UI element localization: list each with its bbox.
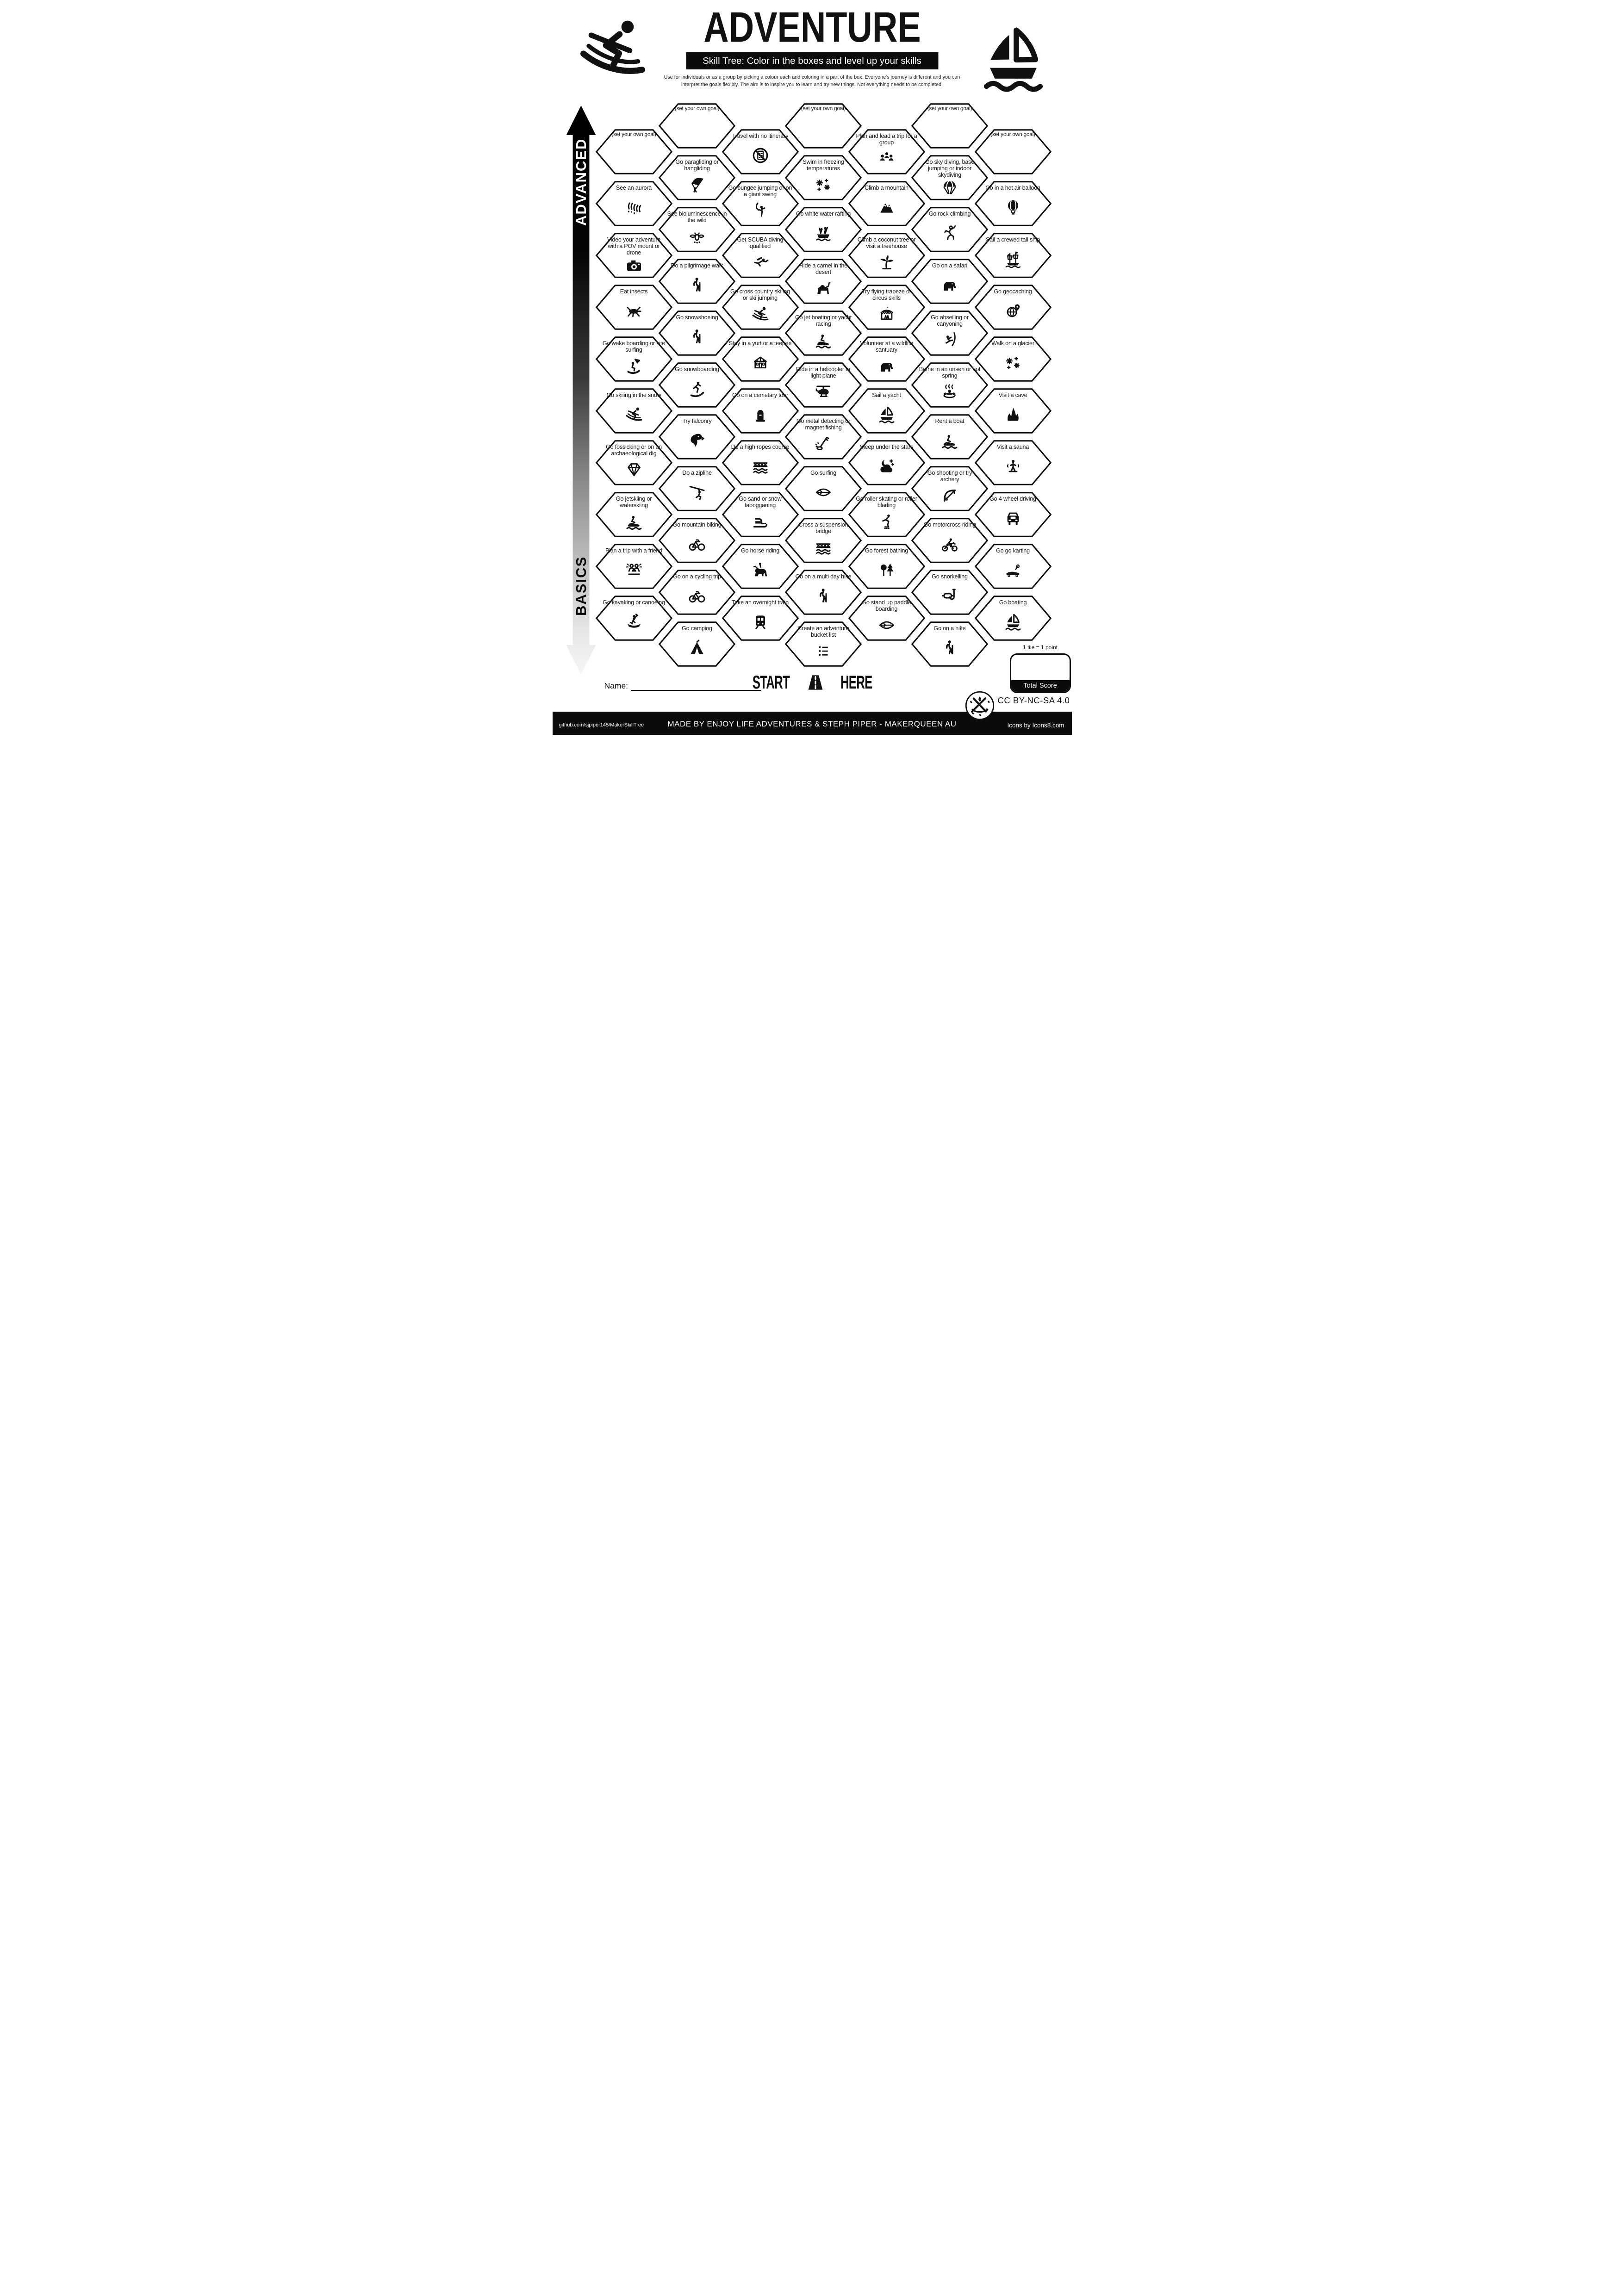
hiker-icon xyxy=(940,639,959,657)
hex-tile-goal[interactable] xyxy=(975,129,1052,174)
gem-icon xyxy=(625,460,643,479)
hex-label: Climb a coconut tree or visit a treehouse xyxy=(857,236,916,249)
hex-label: (set your own goal) xyxy=(674,105,720,112)
hex-label: Go surfing xyxy=(810,470,837,476)
horse-riding-icon xyxy=(751,561,770,579)
palm-tree-icon xyxy=(877,253,896,272)
hex-grid xyxy=(553,0,1072,735)
hex-label: Take an overnight train xyxy=(732,599,789,606)
hex-label: (set your own goal) xyxy=(990,131,1035,137)
snowflakes-icon xyxy=(814,175,833,194)
hex-label: Sleep under the stars xyxy=(859,444,914,450)
hex-label: Go jetskiing or waterskiing xyxy=(616,496,652,509)
aurora-icon xyxy=(625,198,643,217)
subtitle-bar: Skill Tree: Color in the boxes and level up your skills xyxy=(686,52,938,69)
hex-label: Go jet boating or yacht racing xyxy=(795,314,852,327)
hex-label: See an aurora xyxy=(616,185,652,191)
icons8-credit[interactable]: Icons by Icons8.com xyxy=(1007,722,1064,729)
hex-label: Go snorkelling xyxy=(932,573,968,580)
advanced-label: ADVANCED xyxy=(572,138,589,226)
hex-label: Go skiiing in the snow xyxy=(606,392,661,398)
description-text: Use for individuals or as a group by picking a colour each and coloring in a part of the box. Everyone's journey is different and you can interpret the goals flexibly. The aim is to inspire you to learn and try new things. Not everything needs to be completed. xyxy=(664,74,960,87)
hex-tile[interactable] xyxy=(975,388,1052,434)
grasshopper-icon xyxy=(625,302,643,320)
rope-bridge-icon xyxy=(814,538,833,557)
jetski-icon xyxy=(814,331,833,349)
hex-label: Try flying trapeze or circus skills xyxy=(862,288,911,301)
hiker-icon xyxy=(688,328,706,346)
rock-climber-icon xyxy=(940,224,959,242)
hex-label: Sail a crewed tall ship xyxy=(985,236,1040,243)
name-input-line[interactable] xyxy=(631,682,761,691)
hex-label: Go snowboarding xyxy=(675,366,719,372)
surfboard-icon xyxy=(814,483,833,502)
hex-tile[interactable] xyxy=(975,596,1052,641)
parachute-icon xyxy=(940,179,959,197)
hex-label: Volunteer at a wildlife santuary xyxy=(860,340,913,353)
hex-label: Visit a sauna xyxy=(996,444,1029,450)
hex-label: Stay in a yurt or a teepee xyxy=(728,340,792,347)
hex-label: Go camping xyxy=(682,625,712,632)
hex-label: (set your own goal) xyxy=(611,131,656,137)
skier-icon xyxy=(751,305,770,323)
bungee-icon xyxy=(751,201,770,220)
firefly-icon xyxy=(688,227,706,246)
go-kart-icon xyxy=(1004,561,1022,579)
elephant-icon xyxy=(940,276,959,294)
github-link[interactable]: github.com/sjpiper145/MakerSkillTree xyxy=(559,722,644,728)
hex-label: Go horse riding xyxy=(740,547,780,554)
hiker-icon xyxy=(688,276,706,294)
hex-label: Go forest bathing xyxy=(865,547,908,554)
hex-label: Plan and lead a trip for a group xyxy=(856,133,917,146)
train-icon xyxy=(751,613,770,631)
group-icon xyxy=(877,149,896,168)
total-score-label: Total Score xyxy=(1011,680,1070,692)
license-text: CC BY-NC-SA 4.0 xyxy=(997,695,1070,705)
no-itinerary-icon xyxy=(751,146,770,165)
hex-label: Go geocaching xyxy=(994,288,1032,295)
checklist-icon xyxy=(814,642,833,660)
hex-label: Go metal detecting or magnet fishing xyxy=(796,418,851,431)
hex-label: Go kayaking or canoeing xyxy=(603,599,665,606)
falcon-icon xyxy=(688,431,706,450)
page-title: ADVENTURE xyxy=(703,4,921,51)
tent-icon xyxy=(688,639,706,657)
hex-label: Go on a hike xyxy=(933,625,966,632)
bicycle-icon xyxy=(688,587,706,605)
hex-label: Ride in a helicopter or light plane xyxy=(796,366,851,379)
hex-tile[interactable] xyxy=(975,440,1052,485)
helicopter-icon xyxy=(814,383,833,401)
skier-icon xyxy=(625,405,643,424)
mountain-icon xyxy=(877,198,896,217)
hex-label: Go bungee jumping or on a giant swing xyxy=(728,185,792,198)
hex-label: Go cross country skiiing or ski jumping xyxy=(730,288,790,301)
abseil-icon xyxy=(940,331,959,349)
hex-label: Go on a multi day hike xyxy=(795,573,852,580)
hex-tile[interactable] xyxy=(975,336,1052,382)
hex-tile[interactable] xyxy=(975,233,1052,278)
hex-label: Go on a cycling trip xyxy=(673,573,721,580)
sailboat-icon xyxy=(877,405,896,424)
hex-label: Walk on a glacier xyxy=(991,340,1034,347)
hex-label: Climb a mountain xyxy=(865,185,908,191)
hex-label: Go go karting xyxy=(996,547,1030,554)
hex-label: Go on a safari xyxy=(932,262,968,269)
hex-label: Bathe in an onsen or hot spring xyxy=(919,366,981,379)
hex-label: Do a high ropes course xyxy=(731,444,790,450)
score-write-area[interactable] xyxy=(1011,655,1070,680)
hex-label: (set your own goal) xyxy=(927,105,972,112)
basics-label: BASICS xyxy=(572,556,589,616)
rafting-icon xyxy=(814,224,833,242)
name-label: Name: xyxy=(604,681,628,690)
hiker-icon xyxy=(814,587,833,605)
onsen-icon xyxy=(940,383,959,401)
archery-icon xyxy=(940,486,959,505)
paraglider-icon xyxy=(688,175,706,194)
hex-label: Go shooting or try archery xyxy=(927,470,972,483)
bicycle-icon xyxy=(688,535,706,553)
hex-tile[interactable] xyxy=(975,181,1052,226)
hex-tile[interactable] xyxy=(975,285,1052,330)
credit-text: MADE BY ENJOY LIFE ADVENTURES & STEPH PIPER - MAKERQUEEN AU xyxy=(667,720,957,728)
camel-icon xyxy=(814,279,833,298)
elephant-icon xyxy=(877,357,896,375)
hex-label: Go paragliding or hangliding xyxy=(675,159,719,172)
hex-label: Eat insects xyxy=(620,288,648,295)
here-label: HERE xyxy=(840,671,872,693)
hex-label: Sail a yacht xyxy=(872,392,901,398)
hex-label: Go fossicking or on an archaeological dig xyxy=(606,444,662,457)
sled-icon xyxy=(751,512,770,531)
trip-planning-icon xyxy=(625,561,643,579)
jetski-icon xyxy=(940,431,959,450)
camera-icon xyxy=(625,256,643,275)
hex-label: Ride a camel in the desert xyxy=(799,262,847,275)
hex-label: Go white water rafting xyxy=(796,211,851,217)
hex-label: Do a pilgrimage walk xyxy=(671,262,723,269)
circus-tent-icon xyxy=(877,305,896,323)
hex-label: Go abseiling or canyoning xyxy=(931,314,969,327)
hex-label: Go in a hot air balloon xyxy=(985,185,1040,191)
hex-tile[interactable] xyxy=(975,544,1052,589)
hex-tile[interactable] xyxy=(975,492,1052,537)
hex-label: Go mountain biking xyxy=(672,521,722,528)
canoe-icon xyxy=(625,613,643,631)
adventure-skill-tree-poster xyxy=(553,0,1072,735)
hex-label: Go roller skating or roller blading xyxy=(856,496,917,509)
hex-label: Cross a suspension bridge xyxy=(798,521,848,534)
hex-label: Go rock climbing xyxy=(928,211,971,217)
hex-label: Go boating xyxy=(999,599,1027,606)
hex-label: Create an adventure bucket list xyxy=(797,625,849,638)
tile-point-note: 1 tile = 1 point xyxy=(1022,644,1058,651)
snowboarder-icon xyxy=(688,379,706,398)
hex-label: Go snowshoeing xyxy=(676,314,718,321)
car-icon xyxy=(1004,509,1022,527)
rollerblade-icon xyxy=(877,512,896,531)
tombstone-icon xyxy=(751,405,770,424)
kitesurf-icon xyxy=(625,357,643,375)
zipline-icon xyxy=(688,483,706,502)
hex-label: Go sand or snow tabogganing xyxy=(739,496,782,509)
yurt-icon xyxy=(751,354,770,372)
scuba-diver-icon xyxy=(751,253,770,272)
hex-label: Do a zipline xyxy=(682,470,712,476)
night-sky-icon xyxy=(877,457,896,476)
hex-label: Go on a cemetary tour xyxy=(732,392,789,398)
forest-icon xyxy=(877,561,896,579)
hex-label: Go wake boarding or kite surfing xyxy=(602,340,666,353)
sailboat-icon xyxy=(1004,613,1022,631)
hex-label: (set your own goal) xyxy=(801,105,846,112)
motocross-icon xyxy=(940,535,959,553)
hex-label: Go stand up paddle boarding xyxy=(862,599,911,612)
metal-detector-icon xyxy=(814,434,833,453)
hex-label: Try falconry xyxy=(682,418,712,424)
jetski-icon xyxy=(625,512,643,531)
hex-label: Rent a boat xyxy=(935,418,964,424)
sauna-icon xyxy=(1004,457,1022,476)
cave-icon xyxy=(1004,405,1022,424)
hex-label: Plan a trip with a friend xyxy=(605,547,663,554)
rope-bridge-icon xyxy=(751,457,770,476)
surfboard-icon xyxy=(877,616,896,634)
geocache-icon xyxy=(1004,302,1022,320)
hex-label: Swim in freezing temperatures xyxy=(803,159,844,172)
hex-label: See bioluminescence in the wild xyxy=(667,211,727,223)
hot-air-balloon-icon xyxy=(1004,198,1022,217)
start-label: START xyxy=(753,671,790,693)
hex-label: Go motorcross riding xyxy=(923,521,976,528)
tall-ship-icon xyxy=(1004,250,1022,268)
snowflakes-icon xyxy=(1004,354,1022,372)
hex-label: Travel with no itinerary xyxy=(732,133,789,139)
hex-label: Go sky diving, base jumping or indoor skydiving xyxy=(925,159,975,178)
hex-label: Get SCUBA diving qualified xyxy=(737,236,784,249)
makerqueen-logo xyxy=(964,689,995,722)
total-score-box xyxy=(1010,653,1071,693)
snorkel-icon xyxy=(940,587,959,605)
hex-label: Go 4 wheel driving xyxy=(989,496,1036,502)
hex-label: Visit a cave xyxy=(998,392,1027,398)
road-icon xyxy=(800,672,831,693)
hex-label: Video your adventure with a POV mount or drone xyxy=(607,236,661,256)
